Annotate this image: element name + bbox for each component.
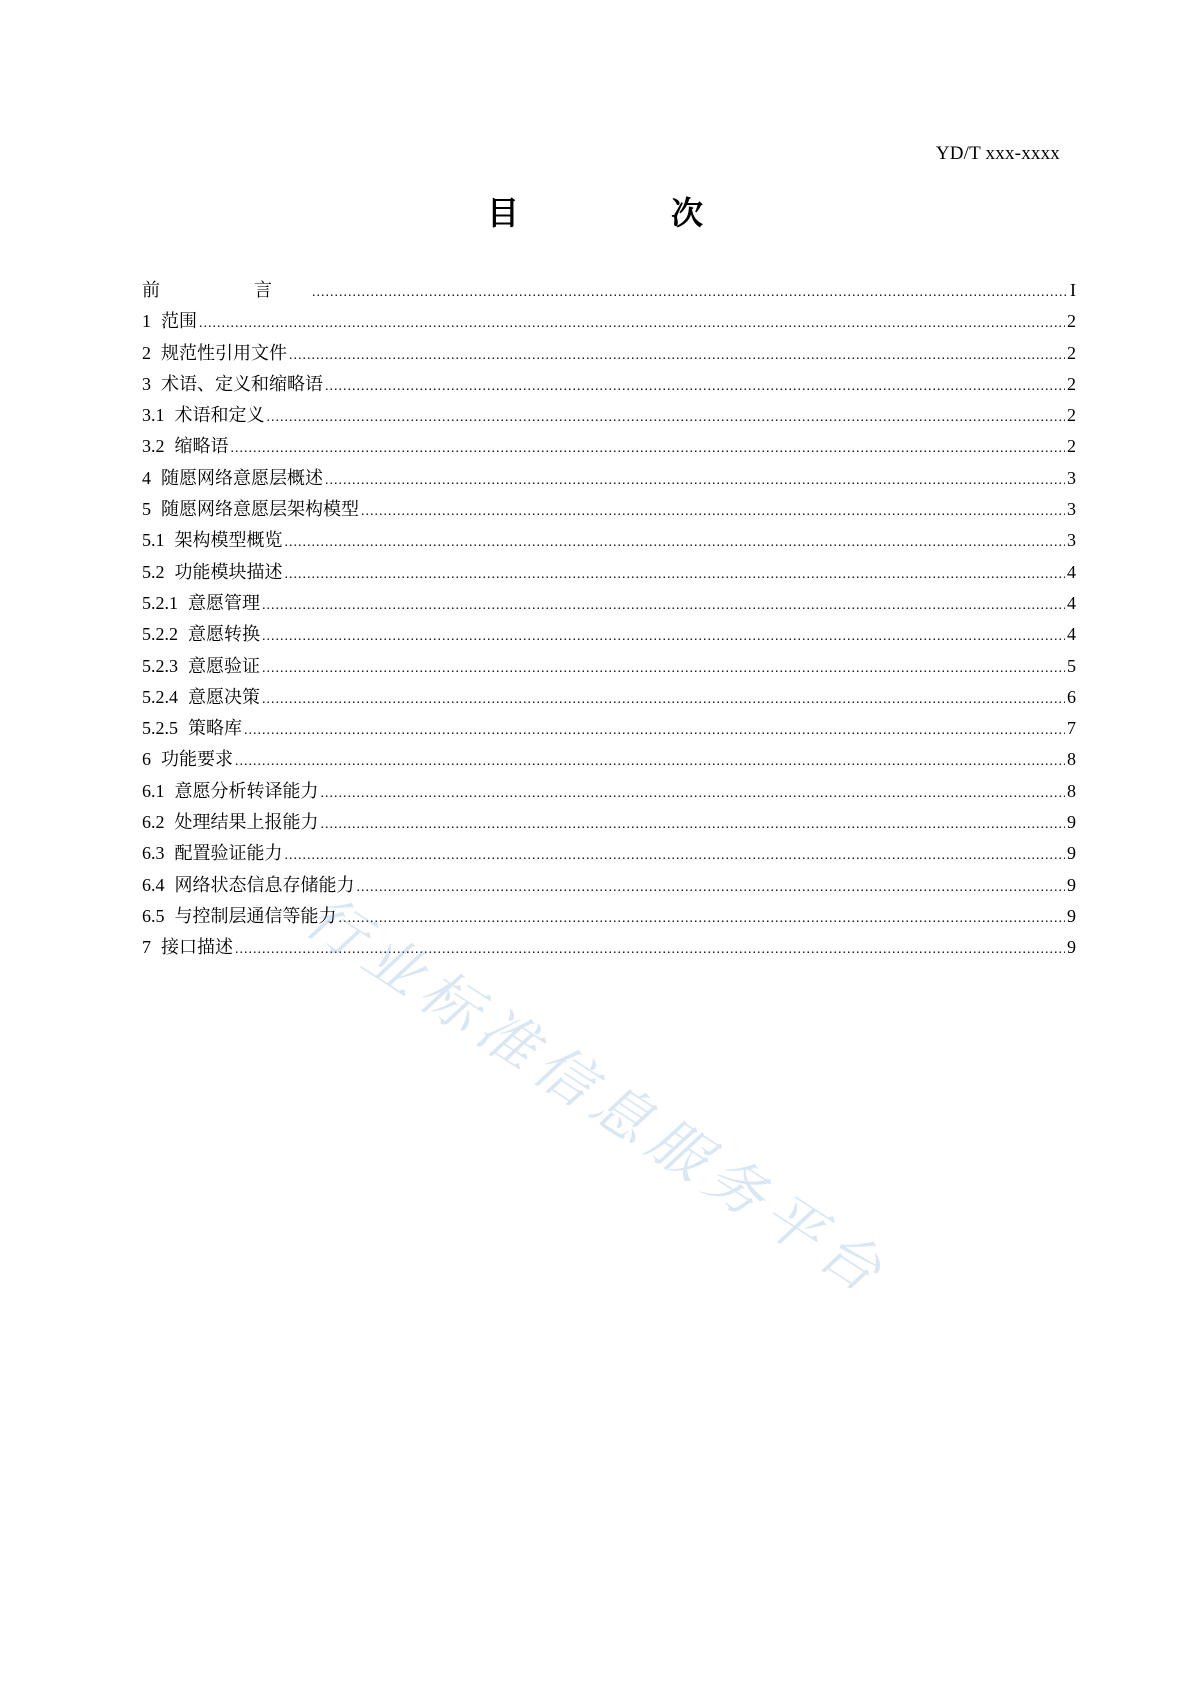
toc-entry-label: 策略库 bbox=[188, 718, 242, 740]
toc-entry[interactable] bbox=[142, 901, 1076, 932]
toc-entry-label: 意愿转换 bbox=[188, 624, 260, 646]
toc-entry[interactable] bbox=[142, 870, 1076, 901]
toc-entry[interactable] bbox=[142, 651, 1076, 682]
toc-entry-number: 5.2.5 bbox=[142, 718, 178, 739]
toc-entry-label: 处理结果上报能力 bbox=[174, 812, 319, 834]
toc-leader-dots bbox=[199, 308, 1065, 339]
toc-entry-label: 接口描述 bbox=[161, 937, 233, 959]
toc-entry-number: 5.2.1 bbox=[142, 592, 178, 613]
page-title: 目 次 bbox=[486, 194, 763, 232]
toc-leader-dots bbox=[321, 778, 1066, 809]
toc-entry-number: 5.2.3 bbox=[142, 655, 178, 676]
toc-entry-number: 5.2.2 bbox=[142, 624, 178, 645]
toc-entry-page: 5 bbox=[1067, 655, 1076, 676]
toc-entry-number: 5 bbox=[142, 499, 151, 520]
toc-entry-page: I bbox=[1070, 280, 1076, 300]
toc-leader-dots bbox=[289, 340, 1065, 371]
toc-entry-number: 2 bbox=[142, 342, 151, 363]
toc-entry-number: 6.3 bbox=[142, 843, 165, 864]
doc-code: YD/T xxx-xxxx bbox=[935, 143, 1060, 164]
toc-entry-label: 意愿管理 bbox=[188, 592, 260, 614]
toc-entry-number: 6.4 bbox=[142, 874, 165, 895]
toc-entry-number: 3.2 bbox=[142, 436, 165, 457]
toc-leader-dots bbox=[262, 684, 1065, 715]
toc-entry-label: 前 言 bbox=[142, 280, 310, 301]
toc-entry-page: 4 bbox=[1067, 624, 1076, 645]
toc-leader-dots bbox=[357, 872, 1066, 903]
toc-entry-page: 2 bbox=[1067, 342, 1076, 363]
toc-entry-page: 3 bbox=[1067, 467, 1076, 488]
toc-leader-dots bbox=[231, 433, 1066, 464]
toc-entry[interactable] bbox=[142, 932, 1076, 963]
toc-entry-number: 3 bbox=[142, 373, 151, 394]
toc-entry-page: 2 bbox=[1067, 311, 1076, 332]
toc-entry-page: 4 bbox=[1067, 592, 1076, 613]
toc-entry-label: 意愿验证 bbox=[188, 655, 260, 677]
toc-entry-label: 功能模块描述 bbox=[174, 561, 283, 583]
toc-entry[interactable] bbox=[142, 306, 1076, 337]
toc-entry-label: 术语和定义 bbox=[174, 405, 265, 427]
toc-entry[interactable] bbox=[142, 838, 1076, 869]
toc-leader-dots bbox=[339, 903, 1066, 934]
toc-entry-number: 6.1 bbox=[142, 780, 165, 801]
toc-entry-label: 架构模型概览 bbox=[174, 530, 283, 552]
toc-entry[interactable] bbox=[142, 682, 1076, 713]
toc-entry-page: 2 bbox=[1067, 373, 1076, 394]
toc-entry-label: 意愿分析转译能力 bbox=[174, 780, 319, 802]
toc-leader-dots bbox=[262, 590, 1065, 621]
toc-entry-label: 网络状态信息存储能力 bbox=[174, 874, 355, 896]
toc-leader-dots bbox=[262, 653, 1065, 684]
toc-entry-label: 与控制层通信等能力 bbox=[174, 905, 337, 927]
toc-entry-page: 9 bbox=[1067, 874, 1076, 895]
toc-entry-label: 随愿网络意愿层架构模型 bbox=[161, 499, 359, 521]
toc-leader-dots bbox=[244, 715, 1065, 746]
toc-entry-label: 规范性引用文件 bbox=[161, 342, 287, 364]
toc-entry-number: 4 bbox=[142, 467, 151, 488]
toc-entry[interactable] bbox=[142, 525, 1076, 556]
toc-entry-number: 7 bbox=[142, 937, 151, 958]
toc-entry[interactable] bbox=[142, 275, 1076, 306]
toc-entry-number: 5.2 bbox=[142, 561, 165, 582]
toc-entry-label: 意愿决策 bbox=[188, 686, 260, 708]
toc-entry-label: 配置验证能力 bbox=[174, 843, 283, 865]
toc-leader-dots bbox=[361, 496, 1065, 527]
toc-entry[interactable] bbox=[142, 744, 1076, 775]
toc-leader-dots bbox=[285, 559, 1066, 590]
toc-entry[interactable] bbox=[142, 369, 1076, 400]
toc-leader-dots bbox=[325, 465, 1065, 496]
toc-leader-dots bbox=[262, 621, 1065, 652]
toc-entry[interactable] bbox=[142, 776, 1076, 807]
toc-entry-number: 5.2.4 bbox=[142, 686, 178, 707]
toc-entry-page: 2 bbox=[1067, 405, 1076, 426]
toc-entry-page: 9 bbox=[1067, 812, 1076, 833]
toc-entry[interactable] bbox=[142, 557, 1076, 588]
toc-leader-dots bbox=[312, 277, 1068, 308]
toc-entry-page: 7 bbox=[1067, 718, 1076, 739]
toc-entry[interactable] bbox=[142, 400, 1076, 431]
table-of-contents bbox=[142, 275, 1076, 964]
toc-entry[interactable] bbox=[142, 588, 1076, 619]
toc-leader-dots bbox=[285, 840, 1066, 871]
toc-entry-page: 3 bbox=[1067, 530, 1076, 551]
toc-leader-dots bbox=[321, 809, 1066, 840]
watermark: 行业标准信息服务平台 bbox=[293, 882, 901, 1310]
toc-entry-label: 缩略语 bbox=[174, 436, 229, 458]
toc-entry[interactable] bbox=[142, 431, 1076, 462]
toc-entry-label: 范围 bbox=[161, 311, 197, 333]
toc-leader-dots bbox=[267, 402, 1066, 433]
toc-entry[interactable] bbox=[142, 807, 1076, 838]
toc-entry-number: 1 bbox=[142, 311, 151, 332]
toc-entry[interactable] bbox=[142, 713, 1076, 744]
toc-entry-page: 3 bbox=[1067, 499, 1076, 520]
toc-entry-label: 术语、定义和缩略语 bbox=[161, 373, 323, 395]
toc-entry-page: 9 bbox=[1067, 843, 1076, 864]
toc-entry-page: 8 bbox=[1067, 749, 1076, 770]
toc-leader-dots bbox=[235, 746, 1065, 777]
toc-leader-dots bbox=[285, 527, 1066, 558]
toc-leader-dots bbox=[325, 371, 1065, 402]
toc-entry-page: 2 bbox=[1067, 436, 1076, 457]
toc-entry-page: 9 bbox=[1067, 937, 1076, 958]
toc-entry-number: 5.1 bbox=[142, 530, 165, 551]
toc-entry[interactable] bbox=[142, 494, 1076, 525]
toc-entry-number: 6 bbox=[142, 749, 151, 770]
toc-entry-number: 6.2 bbox=[142, 812, 165, 833]
toc-entry-number: 3.1 bbox=[142, 405, 165, 426]
toc-entry-page: 4 bbox=[1067, 561, 1076, 582]
toc-entry[interactable] bbox=[142, 463, 1076, 494]
toc-entry-page: 8 bbox=[1067, 780, 1076, 801]
toc-entry-page: 9 bbox=[1067, 905, 1076, 926]
toc-entry[interactable] bbox=[142, 619, 1076, 650]
toc-leader-dots bbox=[235, 934, 1065, 965]
toc-entry-number: 6.5 bbox=[142, 905, 165, 926]
toc-entry-page: 6 bbox=[1067, 686, 1076, 707]
toc-entry-label: 随愿网络意愿层概述 bbox=[161, 467, 323, 489]
toc-entry-label: 功能要求 bbox=[161, 749, 233, 771]
toc-entry[interactable] bbox=[142, 338, 1076, 369]
